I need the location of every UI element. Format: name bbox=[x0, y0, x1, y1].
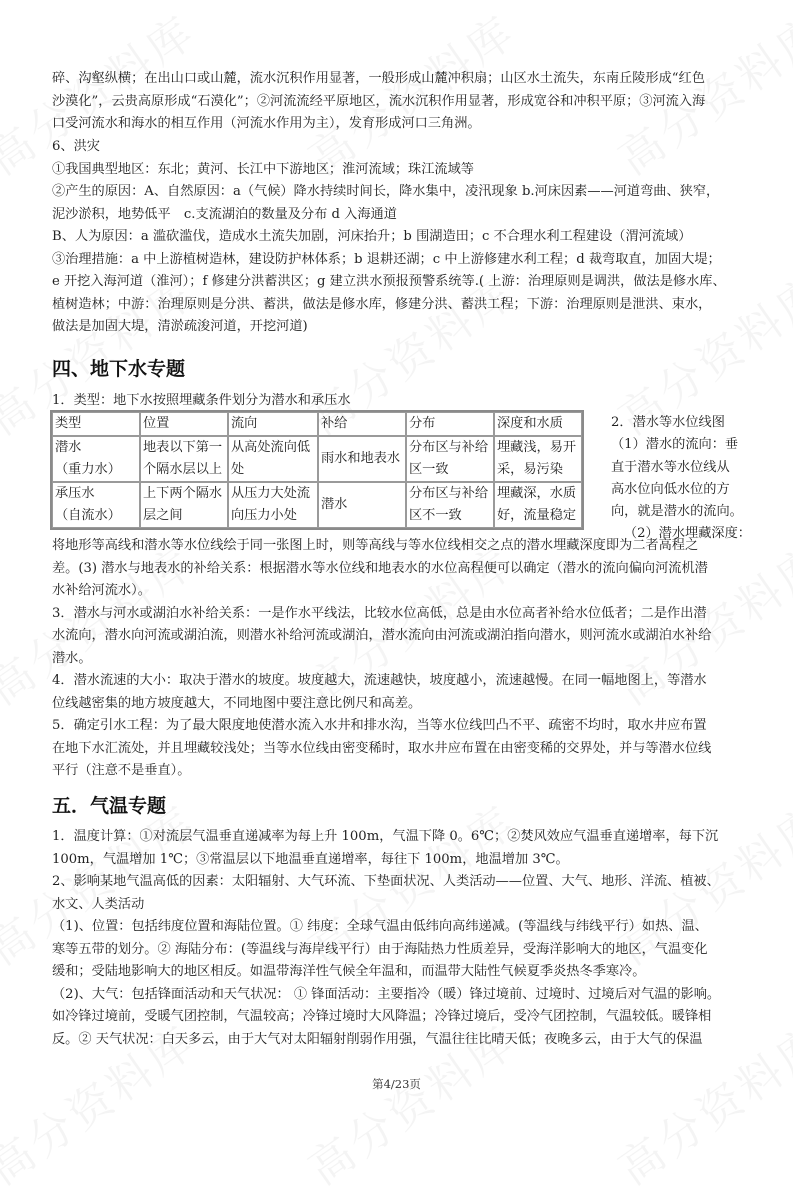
text-line: （1）潜水的流向：垂 bbox=[611, 437, 739, 453]
table-cell bbox=[52, 482, 140, 528]
cell-line: 地表以下第一 bbox=[143, 440, 223, 455]
groundwater-table bbox=[50, 410, 584, 530]
text-line: 差。(3) 潜水与地表水的补给关系：根据潜水等水位线和地表水的水位高程便可以确定（潜水的流向偏向河流机潜 bbox=[52, 560, 708, 576]
text-line: 高水位向低水位的方 bbox=[611, 481, 730, 497]
text-line: 3．潜水与河水或湖泊水补给关系：一是作水平线法，比较水位高低，总是由水位高者补给水位低者；二是作出潜 bbox=[52, 605, 707, 621]
text-line: 植树造林；中游：治理原则是分洪、蓄洪，做法是修水库，修建分洪、蓄洪工程；下游：治理原则是泄洪、束水， bbox=[52, 296, 712, 312]
text-line: 寒等五带的划分。② 海陆分布：(等温线与海岸线平行）由于海陆热力性质差异，受海洋影响大的地区，气温变化 bbox=[52, 941, 708, 957]
table-cell bbox=[494, 482, 582, 528]
cell-line: 处 bbox=[231, 462, 245, 477]
table-cell bbox=[406, 436, 494, 482]
text-line: 沙漠化”，云贵高原形成“石漠化”；②河流流经平原地区，流水沉积作用显著，形成宽谷和冲积平原；③河流入海 bbox=[52, 93, 706, 109]
text-line: 缓和；受陆地影响大的地区相反。如温带海洋性气候全年温和，而温带大陆性气候夏季炎热冬季寒冷。 bbox=[52, 964, 646, 979]
text-line: 碎、沟壑纵横；在出山口或山麓，流水沉积作用显著，一般形成山麓冲积扇；山区水土流失，东南丘陵形成“红色 bbox=[52, 71, 705, 86]
text-line: 平行（注意不是垂直）。 bbox=[52, 763, 191, 778]
cell-line: 承压水 bbox=[55, 486, 95, 501]
text-line: 1．温度计算：①对流层气温垂直递减率为每上升 100m，气温下降 0。6℃；②焚风效应气温垂直递增率，每下沉 bbox=[52, 829, 719, 844]
table-header-cell: 补给 bbox=[318, 412, 406, 436]
section-title-groundwater: 四、地下水专题 bbox=[52, 358, 186, 380]
table-header-cell: 位置 bbox=[140, 412, 228, 436]
cell-line: （自流水） bbox=[55, 508, 121, 523]
table-cell bbox=[140, 436, 228, 482]
text-line: 反。② 天气状况：白天多云，由于大气对太阳辐射削弱作用强，气温往往比晴天低；夜晚多云，由于大气的保温 bbox=[52, 1031, 703, 1047]
table-cell bbox=[228, 436, 318, 482]
text-line: B、人为原因：a 滥砍滥伐，造成水土流失加剧，河床抬升；b 围湖造田；c 不合理水利工程建设（渭河流域） bbox=[52, 229, 692, 244]
cell-line: 雨水和地表水 bbox=[321, 451, 401, 466]
text-line: （1)、位置：包括纬度位置和海陆位置。① 纬度：全球气温由低纬向高纬递减。(等温线与纬线平行）如热、温、 bbox=[52, 919, 708, 934]
text-line: 位线越密集的地方坡度越大，不同地图中要注意比例尺和高差。 bbox=[52, 695, 422, 711]
cell-line: 层之间 bbox=[143, 508, 183, 523]
section-title-temperature: 五．气温专题 bbox=[52, 795, 167, 817]
table-header-cell: 深度和水质 bbox=[494, 412, 582, 436]
table-cell bbox=[318, 482, 406, 528]
text-line: 100m，气温增加 1℃；③常温层以下地温垂直递增率，每往下 100m，地温增加 3℃。 bbox=[52, 851, 569, 867]
flood-section bbox=[52, 136, 746, 339]
text-line: （2）潜水埋藏深度： bbox=[623, 526, 751, 542]
text-line: 5．确定引水工程：为了最大限度地使潜水流入水井和排水沟，当等水位线凹凸不平、疏密不均时，取水井应布置 bbox=[52, 718, 707, 733]
table-header-cell: 流向 bbox=[228, 412, 318, 436]
text-line: 向，就是潜水的流向。 bbox=[611, 504, 743, 520]
text-line: 在地下水汇流处，并且埋藏较浅处；当等水位线由密变稀时，取水井应布置在由密变稀的交界处，并与等潜水位线 bbox=[52, 740, 712, 756]
cell-line: 分布区与补给 bbox=[409, 486, 489, 501]
text-line: 口受河流水和海水的相互作用（河流水作用为主），发育形成河口三角洲。 bbox=[52, 116, 481, 131]
table-row bbox=[52, 482, 582, 528]
table-header-row bbox=[52, 412, 582, 436]
table-cell bbox=[228, 482, 318, 528]
text-line: 水流向，潜水向河流或湖泊流，则潜水补给河流或湖泊，潜水流向由河流或湖泊指向潜水，则河流水或湖泊水补给 bbox=[52, 628, 712, 643]
groundwater-body bbox=[52, 535, 746, 783]
temperature-body bbox=[52, 826, 746, 1051]
table-cell bbox=[406, 482, 494, 528]
cell-line: （重力水） bbox=[55, 462, 121, 477]
flood-heading: 6、洪灾 bbox=[52, 139, 100, 154]
cell-line: 分布区与补给 bbox=[409, 440, 489, 455]
table-row bbox=[52, 436, 582, 482]
cell-line: 区不一致 bbox=[409, 508, 462, 523]
text-line: 2、影响某地气温高低的因素：太阳辐射、大气环流、下垫面状况、人类活动——位置、大气、地形、洋流、植被、 bbox=[52, 874, 720, 889]
cell-line: 潜水 bbox=[55, 440, 82, 455]
cell-line: 潜水 bbox=[321, 497, 348, 512]
contour-side-text bbox=[611, 412, 751, 546]
cell-line: 埋藏浅，易开 bbox=[497, 440, 577, 455]
cell-line: 区一致 bbox=[409, 462, 449, 477]
text-line: ②产生的原因：A、自然原因：a（气候）降水持续时间长，降水集中，凌汛现象 b.河床因素——河道弯曲、狭窄， bbox=[52, 184, 720, 199]
table-cell bbox=[494, 436, 582, 482]
intro-paragraph bbox=[52, 68, 746, 136]
table-cell bbox=[52, 436, 140, 482]
table-cell bbox=[140, 482, 228, 528]
text-line: 直于潜水等水位线从 bbox=[611, 459, 730, 475]
text-line: 将地形等高线和潜水等水位线绘于同一张图上时，则等高线与等水位线相交之点的潜水埋藏深度即为二者高程之 bbox=[52, 538, 699, 553]
table-cell bbox=[318, 436, 406, 482]
text-line: 2．潜水等水位线图 bbox=[611, 415, 725, 430]
text-line: 水补给河流水）。 bbox=[52, 583, 151, 598]
groundwater-table-wrap bbox=[50, 410, 610, 530]
page-number: 第4/23页 bbox=[372, 1077, 421, 1091]
cell-line: 向压力小处 bbox=[231, 508, 297, 523]
cell-line: 从高处流向低 bbox=[231, 440, 311, 455]
text-line: （2)、大气：包括锋面活动和天气状况： ① 锋面活动：主要指冷（暖）锋过境前、过境时、过境后对气温的影响。 bbox=[52, 986, 721, 1002]
text-line: ③治理措施：a 中上游植树造林，建设防护林体系；b 退耕还湖；c 中上游修建水利工程；d 裁弯取直，加固大堤； bbox=[52, 251, 721, 267]
text-line: 做法是加固大堤，清淤疏浚河道，开挖河道) bbox=[52, 319, 308, 334]
cell-line: 个隔水层以上 bbox=[143, 462, 223, 477]
groundwater-type-line: 1．类型：地下水按照埋藏条件划分为潜水和承压水 bbox=[52, 393, 351, 408]
cell-line: 好，流量稳定 bbox=[497, 508, 577, 523]
text-line: ①我国典型地区：东北；黄河、长江中下游地区；淮河流域；珠江流域等 bbox=[52, 161, 474, 177]
cell-line: 从压力大处流 bbox=[231, 486, 311, 501]
text-line: 如冷锋过境前，受暖气团控制，气温较高；冷锋过境时大风降温；冷锋过境后，受冷气团控制，气温较低。暖锋相 bbox=[52, 1009, 712, 1024]
table-header-cell: 分布 bbox=[406, 412, 494, 436]
cell-line: 上下两个隔水 bbox=[143, 486, 223, 501]
cell-line: 埋藏深，水质 bbox=[497, 486, 577, 501]
cell-line: 采，易污染 bbox=[497, 462, 563, 477]
table-header-cell: 类型 bbox=[52, 412, 140, 436]
text-line: 4．潜水流速的大小：取决于潜水的坡度。坡度越大，流速越快，坡度越小，流速越慢。在同一幅地图上，等潜水 bbox=[52, 673, 707, 688]
text-line: 水文、人类活动 bbox=[52, 896, 145, 912]
text-line: 泥沙淤积，地势低平 c.支流湖泊的数量及分布 d 入海通道 bbox=[52, 206, 397, 222]
text-line: e 开挖入海河道（淮河）；f 修建分洪蓄洪区；g 建立洪水预报预警系统等.( 上游：治理原则是调洪，做法是修水库、 bbox=[52, 274, 726, 289]
text-line: 潜水。 bbox=[52, 650, 92, 666]
